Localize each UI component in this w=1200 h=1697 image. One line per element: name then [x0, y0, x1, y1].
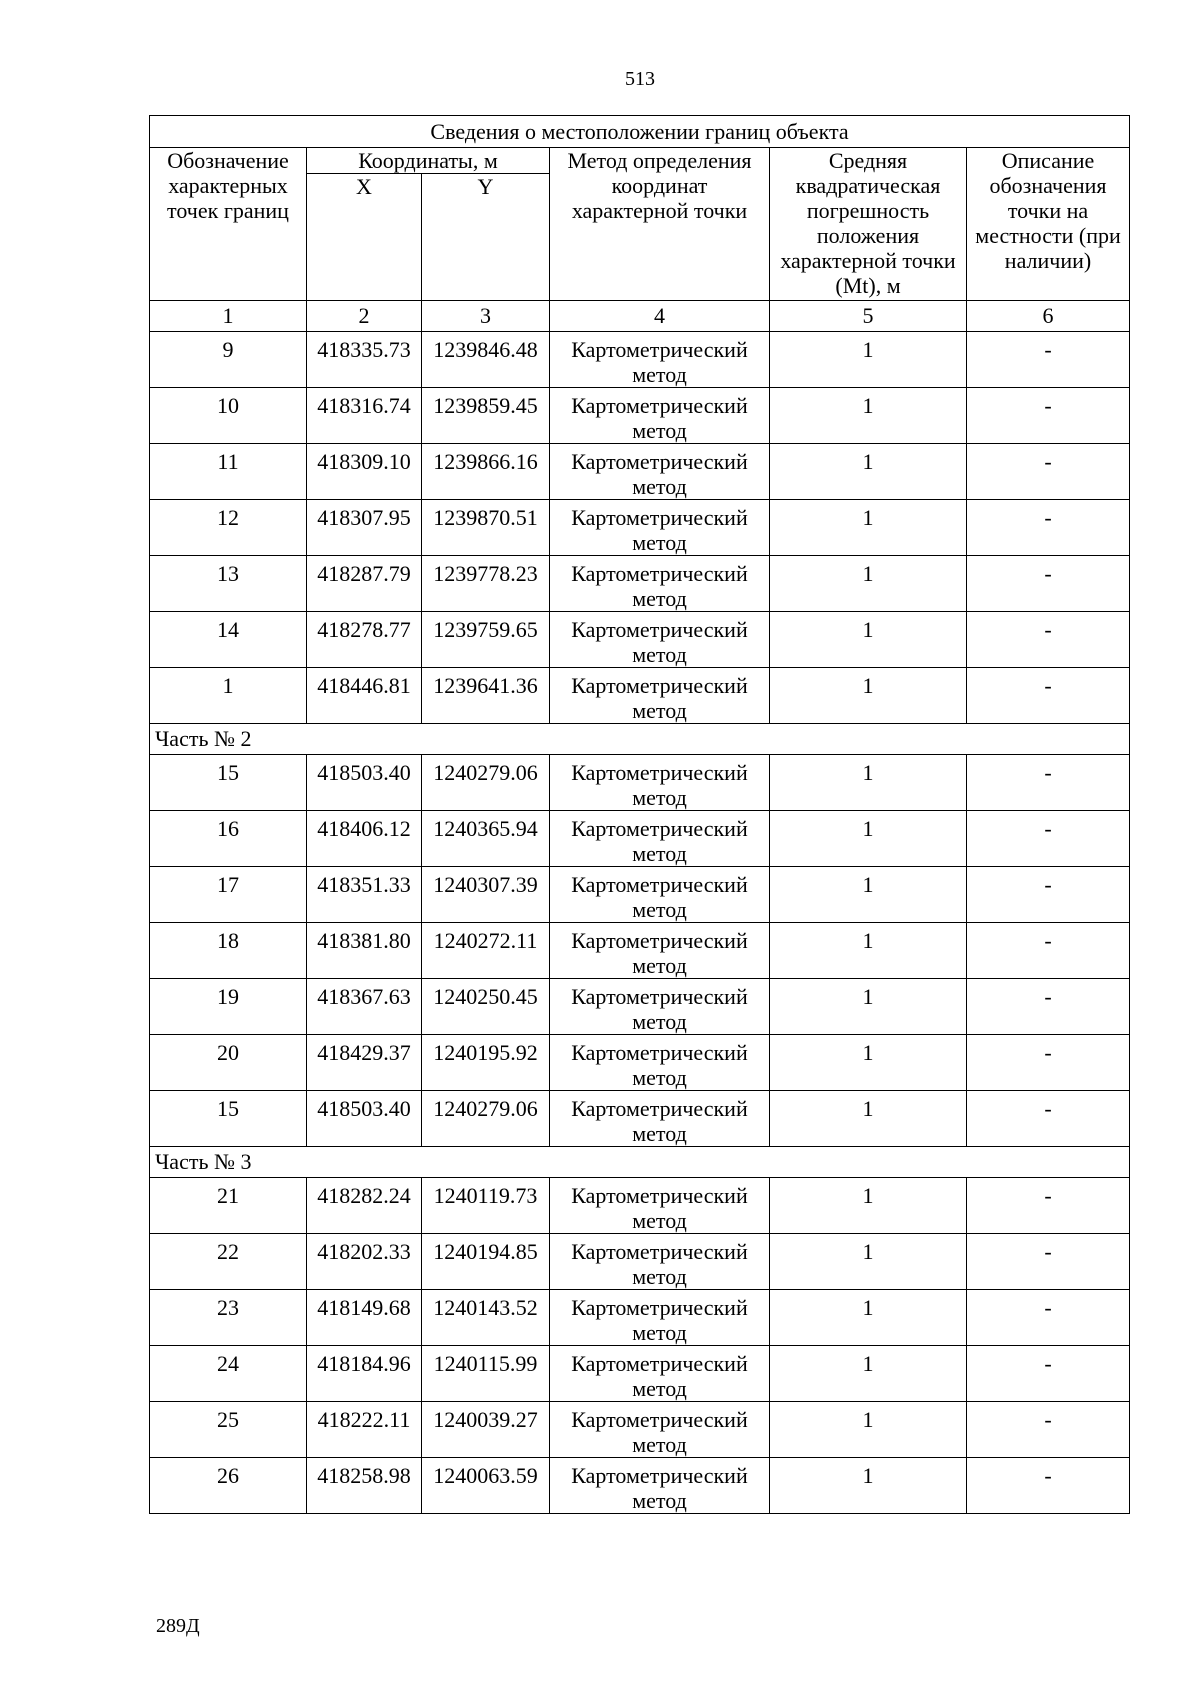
cell-accuracy: 1: [770, 811, 967, 867]
cell-method: [550, 979, 770, 1035]
cell-point: 9: [150, 332, 307, 388]
table-row: [150, 811, 1130, 867]
method-text: Картометрический метод: [571, 1295, 748, 1345]
cell-y: 1240365.94: [422, 811, 550, 867]
table-row: [150, 923, 1130, 979]
table-row: [150, 444, 1130, 500]
cell-point: 11: [150, 444, 307, 500]
table-row: [150, 332, 1130, 388]
cell-method: [550, 1234, 770, 1290]
cell-method: [550, 556, 770, 612]
method-text: Картометрический метод: [571, 561, 748, 611]
cell-point: 10: [150, 388, 307, 444]
cell-description: -: [967, 1290, 1130, 1346]
cell-accuracy: 1: [770, 444, 967, 500]
cell-x: 418335.73: [307, 332, 422, 388]
cell-point: 21: [150, 1178, 307, 1234]
cell-point: 25: [150, 1402, 307, 1458]
method-text: Картометрический метод: [571, 1096, 748, 1146]
header-point: Обозначение характерных точек границ: [150, 148, 307, 301]
cell-y: 1240250.45: [422, 979, 550, 1035]
table-row: [150, 1458, 1130, 1514]
cell-description: -: [967, 668, 1130, 724]
method-text: Картометрический метод: [571, 1183, 748, 1233]
cell-y: 1239866.16: [422, 444, 550, 500]
table-row: [150, 1234, 1130, 1290]
section-label: Часть № 3: [150, 1147, 1130, 1178]
cell-accuracy: 1: [770, 1346, 967, 1402]
cell-method: [550, 668, 770, 724]
cell-point: 1: [150, 668, 307, 724]
cell-y: 1240119.73: [422, 1178, 550, 1234]
header-description: Описание обозначения точки на местности (при наличии): [967, 148, 1130, 301]
cell-accuracy: 1: [770, 1035, 967, 1091]
cell-accuracy: 1: [770, 612, 967, 668]
cell-y: 1240307.39: [422, 867, 550, 923]
table-row: [150, 1346, 1130, 1402]
method-text: Картометрический метод: [571, 617, 748, 667]
cell-accuracy: 1: [770, 1178, 967, 1234]
table-row: [150, 612, 1130, 668]
cell-x: 418184.96: [307, 1346, 422, 1402]
header-accuracy: Средняя квадратическая погрешность положения характерной точки (Mt), м: [770, 148, 967, 301]
cell-y: 1239641.36: [422, 668, 550, 724]
cell-accuracy: 1: [770, 668, 967, 724]
cell-accuracy: 1: [770, 867, 967, 923]
cell-method: [550, 1402, 770, 1458]
table-row: [150, 1091, 1130, 1147]
table-row: [150, 755, 1130, 811]
cell-point: 13: [150, 556, 307, 612]
table-row: [150, 979, 1130, 1035]
table-row: [150, 668, 1130, 724]
cell-accuracy: 1: [770, 556, 967, 612]
column-number: 3: [422, 301, 550, 332]
cell-description: -: [967, 1346, 1130, 1402]
cell-point: 22: [150, 1234, 307, 1290]
cell-method: [550, 1178, 770, 1234]
cell-method: [550, 332, 770, 388]
method-text: Картометрический метод: [571, 984, 748, 1034]
header-x: X: [307, 174, 422, 301]
table-row: [150, 1290, 1130, 1346]
cell-description: -: [967, 332, 1130, 388]
cell-method: [550, 1346, 770, 1402]
cell-point: 19: [150, 979, 307, 1035]
cell-x: 418316.74: [307, 388, 422, 444]
method-text: Картометрический метод: [571, 673, 748, 723]
cell-y: 1240279.06: [422, 1091, 550, 1147]
table-row: [150, 1035, 1130, 1091]
cell-description: -: [967, 556, 1130, 612]
table-row: [150, 556, 1130, 612]
cell-x: 418278.77: [307, 612, 422, 668]
cell-y: 1239778.23: [422, 556, 550, 612]
cell-x: 418202.33: [307, 1234, 422, 1290]
cell-x: 418258.98: [307, 1458, 422, 1514]
cell-x: 418282.24: [307, 1178, 422, 1234]
column-number: 6: [967, 301, 1130, 332]
cell-description: -: [967, 979, 1130, 1035]
cell-y: 1240279.06: [422, 755, 550, 811]
cell-x: 418309.10: [307, 444, 422, 500]
cell-method: [550, 1091, 770, 1147]
cell-description: -: [967, 1234, 1130, 1290]
boundary-coordinates-table: [149, 115, 1130, 1514]
column-number: 2: [307, 301, 422, 332]
cell-x: 418307.95: [307, 500, 422, 556]
table-row: [150, 388, 1130, 444]
cell-method: [550, 1290, 770, 1346]
method-text: Картометрический метод: [571, 1040, 748, 1090]
cell-x: 418367.63: [307, 979, 422, 1035]
cell-accuracy: 1: [770, 1234, 967, 1290]
cell-description: -: [967, 1402, 1130, 1458]
page-number: 513: [625, 68, 655, 90]
cell-y: 1240115.99: [422, 1346, 550, 1402]
cell-description: -: [967, 500, 1130, 556]
method-text: Картометрический метод: [571, 816, 748, 866]
cell-description: -: [967, 811, 1130, 867]
cell-point: 14: [150, 612, 307, 668]
cell-y: 1239846.48: [422, 332, 550, 388]
cell-y: 1240272.11: [422, 923, 550, 979]
method-text: Картометрический метод: [571, 1239, 748, 1289]
cell-description: -: [967, 867, 1130, 923]
method-text: Картометрический метод: [571, 1463, 748, 1513]
cell-method: [550, 1035, 770, 1091]
cell-description: -: [967, 1178, 1130, 1234]
cell-accuracy: 1: [770, 1290, 967, 1346]
cell-x: 418446.81: [307, 668, 422, 724]
cell-description: -: [967, 755, 1130, 811]
cell-x: 418287.79: [307, 556, 422, 612]
cell-accuracy: 1: [770, 923, 967, 979]
cell-point: 24: [150, 1346, 307, 1402]
cell-y: 1240063.59: [422, 1458, 550, 1514]
cell-y: 1239870.51: [422, 500, 550, 556]
section-label: Часть № 2: [150, 724, 1130, 755]
method-text: Картометрический метод: [571, 1351, 748, 1401]
cell-description: -: [967, 1458, 1130, 1514]
cell-method: [550, 612, 770, 668]
cell-point: 26: [150, 1458, 307, 1514]
cell-description: -: [967, 1091, 1130, 1147]
table-title: Сведения о местоположении границ объекта: [150, 116, 1130, 148]
cell-accuracy: 1: [770, 388, 967, 444]
section-row: [150, 724, 1130, 755]
cell-accuracy: 1: [770, 979, 967, 1035]
cell-y: 1240195.92: [422, 1035, 550, 1091]
cell-description: -: [967, 612, 1130, 668]
cell-accuracy: 1: [770, 1402, 967, 1458]
cell-x: 418406.12: [307, 811, 422, 867]
cell-method: [550, 867, 770, 923]
cell-x: 418222.11: [307, 1402, 422, 1458]
column-number: 4: [550, 301, 770, 332]
method-text: Картометрический метод: [571, 449, 748, 499]
cell-x: 418351.33: [307, 867, 422, 923]
cell-point: 15: [150, 755, 307, 811]
column-number: 1: [150, 301, 307, 332]
cell-method: [550, 1458, 770, 1514]
cell-method: [550, 500, 770, 556]
table-row: [150, 1402, 1130, 1458]
cell-point: 23: [150, 1290, 307, 1346]
cell-method: [550, 755, 770, 811]
table-row: [150, 867, 1130, 923]
method-text: Картометрический метод: [571, 928, 748, 978]
cell-point: 16: [150, 811, 307, 867]
cell-accuracy: 1: [770, 755, 967, 811]
cell-description: -: [967, 923, 1130, 979]
cell-x: 418149.68: [307, 1290, 422, 1346]
cell-y: 1240039.27: [422, 1402, 550, 1458]
cell-method: [550, 388, 770, 444]
cell-y: 1239759.65: [422, 612, 550, 668]
method-text: Картометрический метод: [571, 505, 748, 555]
cell-method: [550, 811, 770, 867]
cell-description: -: [967, 1035, 1130, 1091]
method-text: Картометрический метод: [571, 760, 748, 810]
cell-description: -: [967, 444, 1130, 500]
header-y: Y: [422, 174, 550, 301]
cell-x: 418381.80: [307, 923, 422, 979]
cell-x: 418503.40: [307, 755, 422, 811]
column-number: 5: [770, 301, 967, 332]
table-row: [150, 500, 1130, 556]
cell-point: 12: [150, 500, 307, 556]
table-row: [150, 1178, 1130, 1234]
cell-point: 20: [150, 1035, 307, 1091]
column-number-row: [150, 301, 1130, 332]
cell-y: 1239859.45: [422, 388, 550, 444]
cell-method: [550, 444, 770, 500]
cell-method: [550, 923, 770, 979]
cell-accuracy: 1: [770, 332, 967, 388]
cell-description: -: [967, 388, 1130, 444]
cell-y: 1240143.52: [422, 1290, 550, 1346]
cell-x: 418503.40: [307, 1091, 422, 1147]
cell-point: 17: [150, 867, 307, 923]
method-text: Картометрический метод: [571, 337, 748, 387]
section-row: [150, 1147, 1130, 1178]
cell-accuracy: 1: [770, 1091, 967, 1147]
footer-code: 289Д: [156, 1615, 200, 1637]
cell-y: 1240194.85: [422, 1234, 550, 1290]
header-coordinates: Координаты, м: [307, 148, 550, 174]
header-method: Метод определения координат характерной точки: [550, 148, 770, 301]
method-text: Картометрический метод: [571, 872, 748, 922]
cell-x: 418429.37: [307, 1035, 422, 1091]
cell-point: 18: [150, 923, 307, 979]
method-text: Картометрический метод: [571, 1407, 748, 1457]
cell-accuracy: 1: [770, 500, 967, 556]
cell-point: 15: [150, 1091, 307, 1147]
method-text: Картометрический метод: [571, 393, 748, 443]
cell-accuracy: 1: [770, 1458, 967, 1514]
